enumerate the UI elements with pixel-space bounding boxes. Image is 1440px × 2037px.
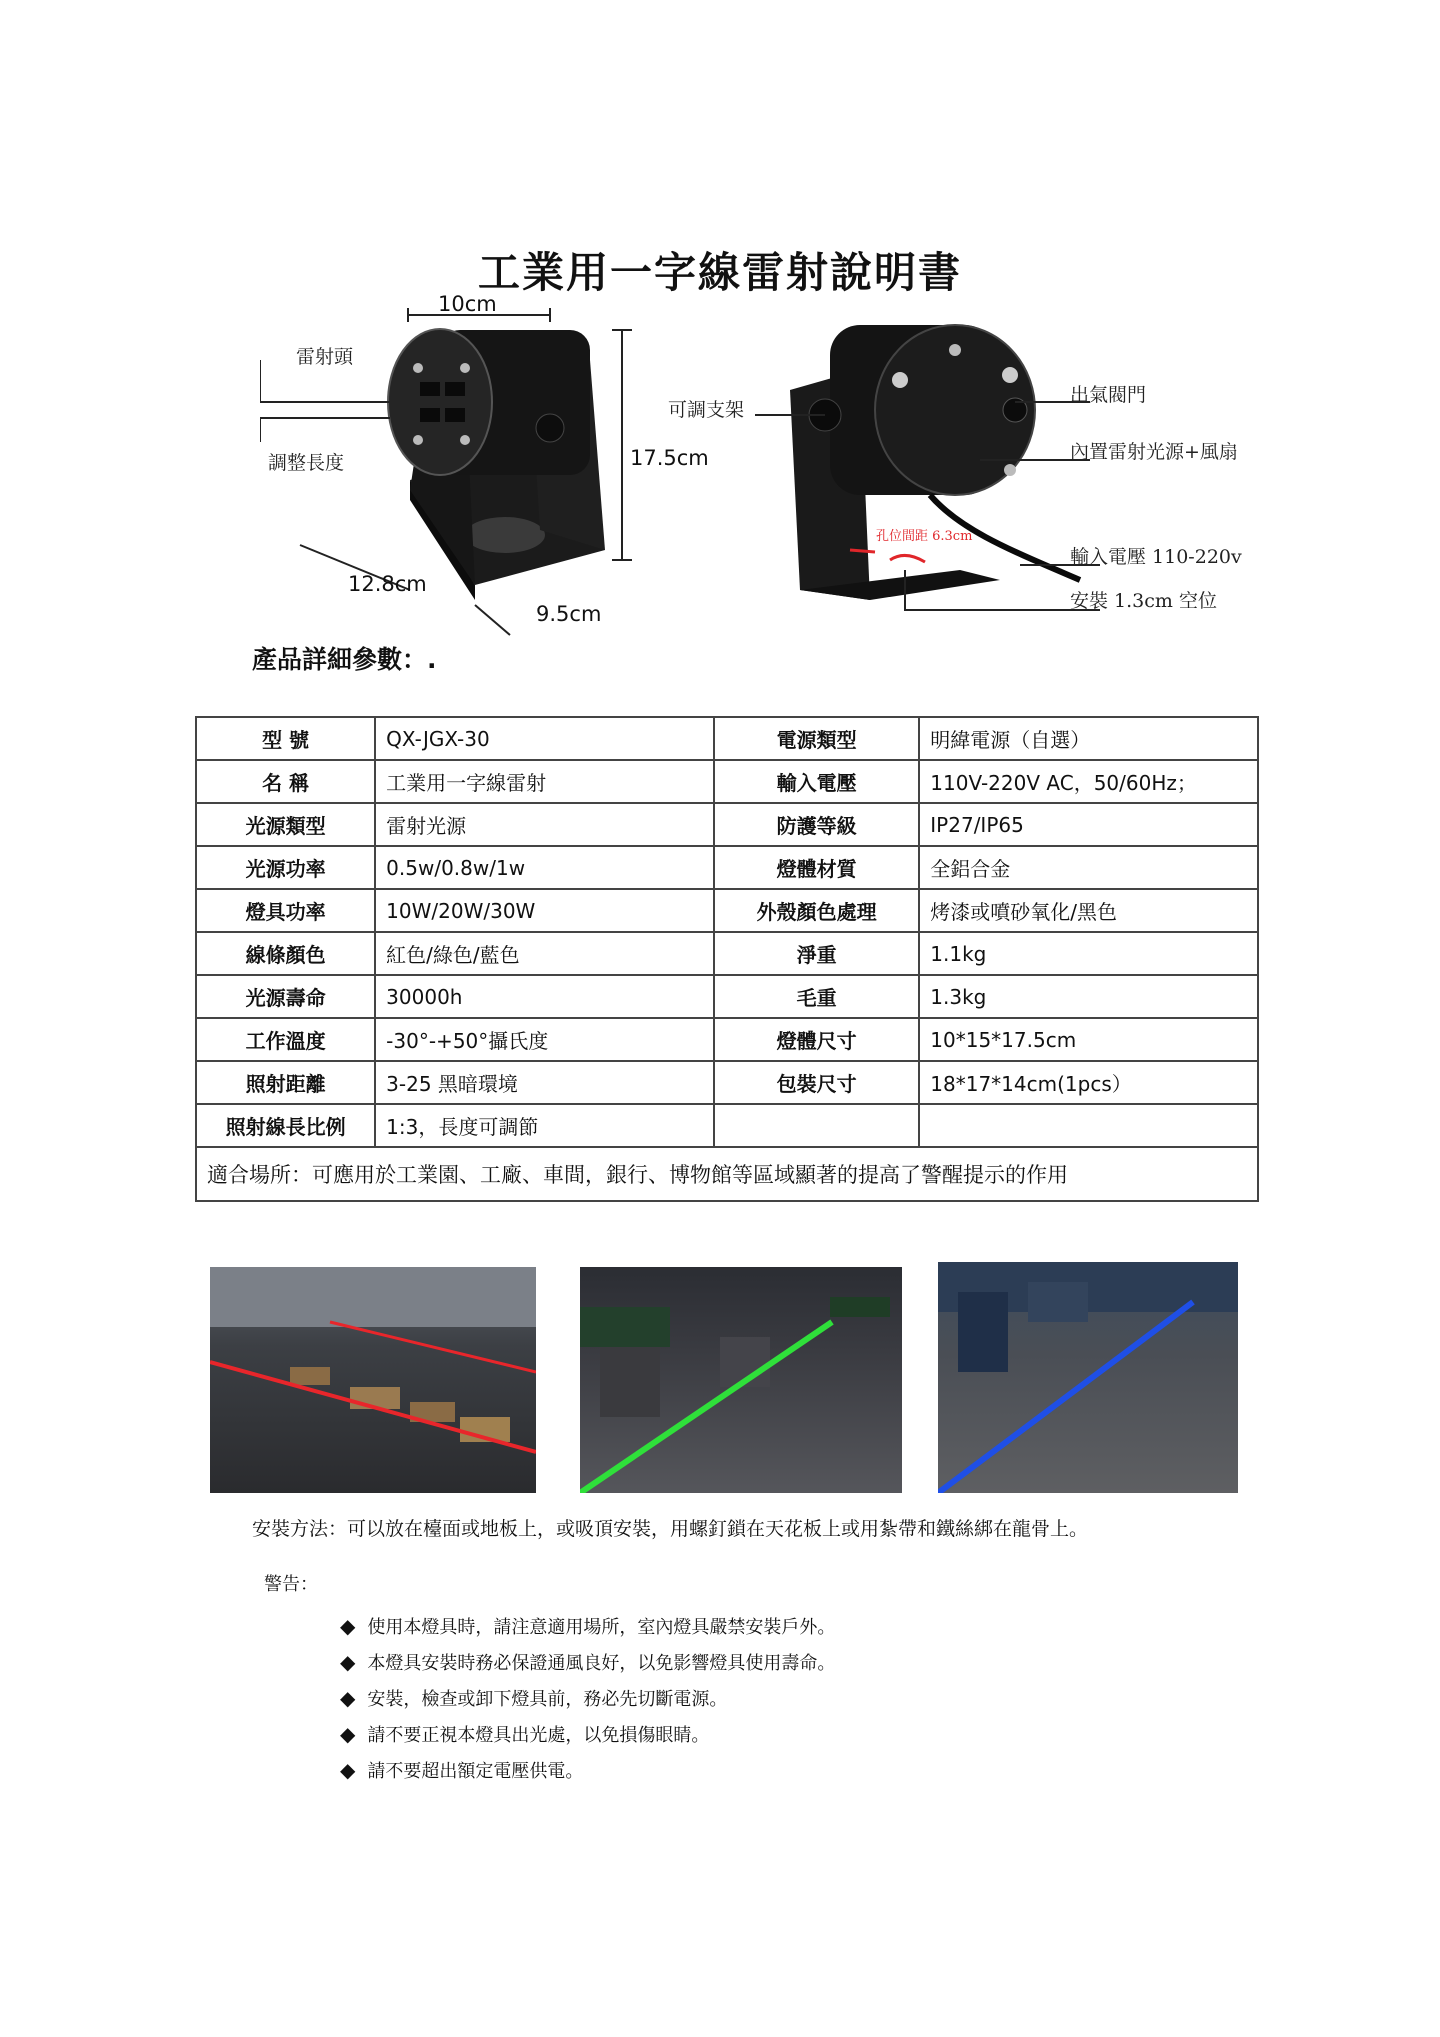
spec-row bbox=[196, 1061, 1258, 1104]
dim-height: 17.5cm bbox=[630, 446, 709, 470]
spec-key: 淨重 bbox=[714, 932, 919, 975]
warning-item: ◆ 本燈具安裝時務必保證通風良好，以免影響燈具使用壽命。 bbox=[340, 1650, 836, 1674]
spec-row bbox=[196, 760, 1258, 803]
spec-value: 3-25 黑暗環境 bbox=[375, 1061, 714, 1104]
spec-value: QX-JGX-30 bbox=[375, 717, 714, 760]
spec-value bbox=[919, 1104, 1258, 1147]
label-adjust-length: 調整長度 bbox=[268, 452, 345, 474]
warning-title: 警告： bbox=[264, 1574, 318, 1595]
diamond-bullet-icon: ◆ bbox=[340, 1614, 356, 1638]
spec-value: 1:3，長度可調節 bbox=[375, 1104, 714, 1147]
spec-row bbox=[196, 975, 1258, 1018]
spec-row bbox=[196, 717, 1258, 760]
spec-value: IP27/IP65 bbox=[919, 803, 1258, 846]
spec-key: 外殼顏色處理 bbox=[714, 889, 919, 932]
spec-value: 110V-220V AC，50/60Hz； bbox=[919, 760, 1258, 803]
label-voltage: 輸入電壓 110-220v bbox=[1070, 546, 1242, 568]
warning-item: ◆ 使用本燈具時，請注意適用場所，室內燈具嚴禁安裝戶外。 bbox=[340, 1614, 836, 1638]
spec-value: 紅色/綠色/藍色 bbox=[375, 932, 714, 975]
section-title: 產品詳細參數：. bbox=[252, 645, 437, 674]
red-laser-line bbox=[210, 1362, 536, 1452]
spec-key: 燈具功率 bbox=[196, 889, 375, 932]
label-builtin: 內置雷射光源+風扇 bbox=[1070, 441, 1238, 463]
photo-blue-line bbox=[938, 1262, 1238, 1493]
spec-key: 包裝尺寸 bbox=[714, 1061, 919, 1104]
spec-key: 型 號 bbox=[196, 717, 375, 760]
spec-value: 10W/20W/30W bbox=[375, 889, 714, 932]
spec-value: 全鋁合金 bbox=[919, 846, 1258, 889]
spec-value: 烤漆或噴砂氧化/黑色 bbox=[919, 889, 1258, 932]
spec-value: 明緯電源（自選） bbox=[919, 717, 1258, 760]
warning-item: ◆ 安裝，檢查或卸下燈具前，務必先切斷電源。 bbox=[340, 1686, 728, 1710]
spec-key: 防護等級 bbox=[714, 803, 919, 846]
spec-value: 10*15*17.5cm bbox=[919, 1018, 1258, 1061]
spec-value: 工業用一字線雷射 bbox=[375, 760, 714, 803]
label-valve: 出氣閥門 bbox=[1070, 384, 1147, 406]
warning-list bbox=[340, 1608, 835, 1788]
diamond-bullet-icon: ◆ bbox=[340, 1722, 356, 1746]
warning-item: ◆ 請不要超出額定電壓供電。 bbox=[340, 1758, 584, 1782]
spec-key: 燈體尺寸 bbox=[714, 1018, 919, 1061]
spec-row bbox=[196, 1018, 1258, 1061]
spec-row-applicable bbox=[196, 1147, 1258, 1201]
spec-key: 光源類型 bbox=[196, 803, 375, 846]
spec-key: 電源類型 bbox=[714, 717, 919, 760]
spec-value: 18*17*14cm(1pcs） bbox=[919, 1061, 1258, 1104]
spec-key: 光源功率 bbox=[196, 846, 375, 889]
spec-key: 輸入電壓 bbox=[714, 760, 919, 803]
label-mount: 安裝 1.3cm 空位 bbox=[1070, 590, 1217, 612]
applicable-places: 適合場所：可應用於工業園、工廠、車間，銀行、博物館等區域顯著的提高了警醒提示的作用 bbox=[196, 1147, 1258, 1201]
spec-value: 1.3kg bbox=[919, 975, 1258, 1018]
spec-key: 線條顏色 bbox=[196, 932, 375, 975]
spec-key: 工作溫度 bbox=[196, 1018, 375, 1061]
spec-value: -30°-+50°攝氏度 bbox=[375, 1018, 714, 1061]
spec-row bbox=[196, 1104, 1258, 1147]
spec-value: 30000h bbox=[375, 975, 714, 1018]
spec-key: 毛重 bbox=[714, 975, 919, 1018]
install-method: 安裝方法：可以放在檯面或地板上，或吸頂安裝，用螺釘鎖在天花板上或用紮帶和鐵絲綁在龍骨上。 bbox=[252, 1518, 1089, 1540]
dim-depth: 12.8cm bbox=[348, 572, 427, 596]
diamond-bullet-icon: ◆ bbox=[340, 1758, 356, 1782]
dim-width: 10cm bbox=[438, 292, 497, 316]
spec-row bbox=[196, 803, 1258, 846]
spec-key: 光源壽命 bbox=[196, 975, 375, 1018]
spec-value: 雷射光源 bbox=[375, 803, 714, 846]
label-hole-spacing: 孔位間距 6.3cm bbox=[876, 529, 973, 544]
photo-red-line bbox=[210, 1267, 536, 1493]
spec-key bbox=[714, 1104, 919, 1147]
diamond-bullet-icon: ◆ bbox=[340, 1686, 356, 1710]
spec-row bbox=[196, 846, 1258, 889]
spec-key: 照射距離 bbox=[196, 1061, 375, 1104]
spec-value: 0.5w/0.8w/1w bbox=[375, 846, 714, 889]
label-bracket: 可調支架 bbox=[668, 399, 745, 421]
photo-green-line bbox=[580, 1267, 902, 1493]
spec-row bbox=[196, 932, 1258, 975]
spec-key: 名 稱 bbox=[196, 760, 375, 803]
product-rear-diagram bbox=[660, 320, 1140, 620]
label-laser-head: 雷射頭 bbox=[296, 346, 354, 368]
dim-base: 9.5cm bbox=[536, 602, 602, 626]
diamond-bullet-icon: ◆ bbox=[340, 1650, 356, 1674]
spec-row bbox=[196, 889, 1258, 932]
spec-value: 1.1kg bbox=[919, 932, 1258, 975]
spec-key: 照射線長比例 bbox=[196, 1104, 375, 1147]
warning-item: ◆ 請不要正視本燈具出光處，以免損傷眼睛。 bbox=[340, 1722, 710, 1746]
spec-key: 燈體材質 bbox=[714, 846, 919, 889]
spec-table bbox=[195, 716, 1259, 1202]
document-title: 工業用一字線雷射說明書 bbox=[477, 248, 962, 297]
